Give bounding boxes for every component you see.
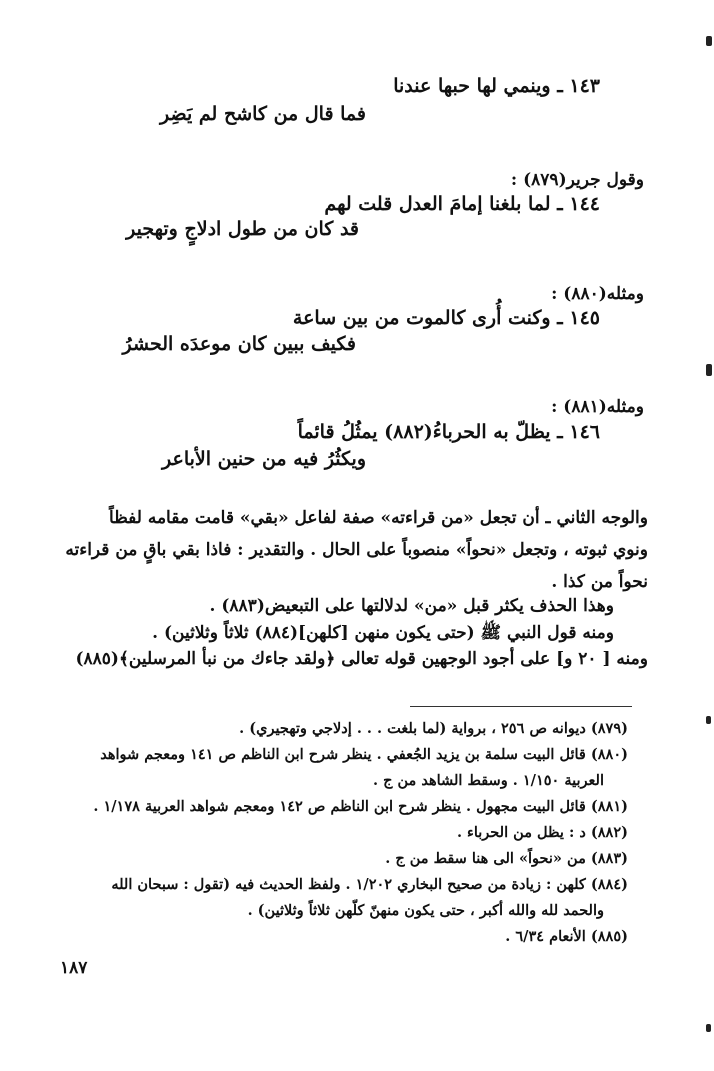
verse-146-intro: ومثله(٨٨١) : xyxy=(551,397,644,417)
verse-146-first-hemistich: ١٤٦ ـ يظلّ به الحرباءُ(٨٨٢) يمثُلُ قائماً xyxy=(297,421,600,443)
footnote-885: (٨٨٥) الأنعام ٦/٣٤ . xyxy=(505,928,628,945)
verse-144-first-hemistich: ١٤٤ ـ لما بلغنا إمامَ العدل قلت لهم xyxy=(324,193,600,215)
margin-mark-bottom xyxy=(706,1024,711,1032)
footnote-884: (٨٨٤) كلهن : زيادة من صحيح البخاري ١/٢٠٢ . ولفظ الحديث فيه (تقول : سبحان الله xyxy=(111,876,628,893)
verse-144-second-hemistich: قد كان من طول ادلاجٍ وتهجير xyxy=(126,218,359,240)
verse-143-second-hemistich: فما قال من كاشح لم يَضِر xyxy=(160,103,366,125)
body-line-2: ونوي ثبوته ، وتجعل «نحواً» منصوباً على الحال . والتقدير : فاذا بقي باقٍ من قراءته xyxy=(65,540,648,560)
page-number: ١٨٧ xyxy=(60,958,88,978)
footnote-880-cont: العربية ١/١٥٠ . وسقط الشاهد من ج . xyxy=(373,772,604,789)
footnote-883: (٨٨٣) من «نحواً» الى هنا سقط من ج . xyxy=(385,850,628,867)
footnote-880: (٨٨٠) قائل البيت سلمة بن يزيد الجُعفي . ينظر شرح ابن الناظم ص ١٤١ ومعجم شواهد xyxy=(100,746,628,763)
body-line-3: نحواً من كذا . xyxy=(551,572,648,592)
footnote-separator xyxy=(410,706,632,707)
margin-mark-lower xyxy=(706,716,711,724)
verse-143-first-hemistich: ١٤٣ ـ وينمي لها حبها عندنا xyxy=(393,75,600,97)
verse-145-second-hemistich: فكيف ببين كان موعدَه الحشرُ xyxy=(122,333,356,355)
verse-144-intro: وقول جرير(٨٧٩) : xyxy=(510,170,644,190)
footnote-881: (٨٨١) قائل البيت مجهول . ينظر شرح ابن الناظم ص ١٤٢ ومعجم شواهد العربية ١/١٧٨ . xyxy=(93,798,628,815)
footnote-882: (٨٨٢) د : يظل من الحرباء . xyxy=(456,824,628,841)
footnote-879: (٨٧٩) ديوانه ص ٢٥٦ ، برواية (لما بلغت . . . إدلاجي وتهجيري) . xyxy=(239,720,628,737)
footnote-884-cont: والحمد لله والله أكبر ، حتى يكون منهنّ كلّهن ثلاثاً وثلاثين) . xyxy=(247,902,604,919)
verse-146-second-hemistich: ويكثُرُ فيه من حنين الأباعر xyxy=(162,448,366,470)
body-line-5: ومنه قول النبي ﷺ (حتى يكون منهن [كلهن](٨٨٤) ثلاثاً وثلاثين) . xyxy=(152,623,614,643)
verse-145-intro: ومثله(٨٨٠) : xyxy=(551,284,644,304)
verse-145-first-hemistich: ١٤٥ ـ وكنت أُرى كالموت من بين ساعة xyxy=(292,307,600,329)
body-line-4: وهذا الحذف يكثر قبل «من» لدلالتها على التبعيض(٨٨٣) . xyxy=(209,596,614,616)
margin-mark-top xyxy=(706,36,712,46)
body-line-1: والوجه الثاني ـ أن تجعل «من قراءته» صفة لفاعل «بقي» قامت مقامه لفظاً xyxy=(109,508,648,528)
margin-mark-middle xyxy=(706,364,712,376)
body-line-6: ومنه [ ٢٠ و] على أجود الوجهين قوله تعالى ﴿ولقد جاءك من نبأ المرسلين﴾(٨٨٥) xyxy=(75,649,648,669)
